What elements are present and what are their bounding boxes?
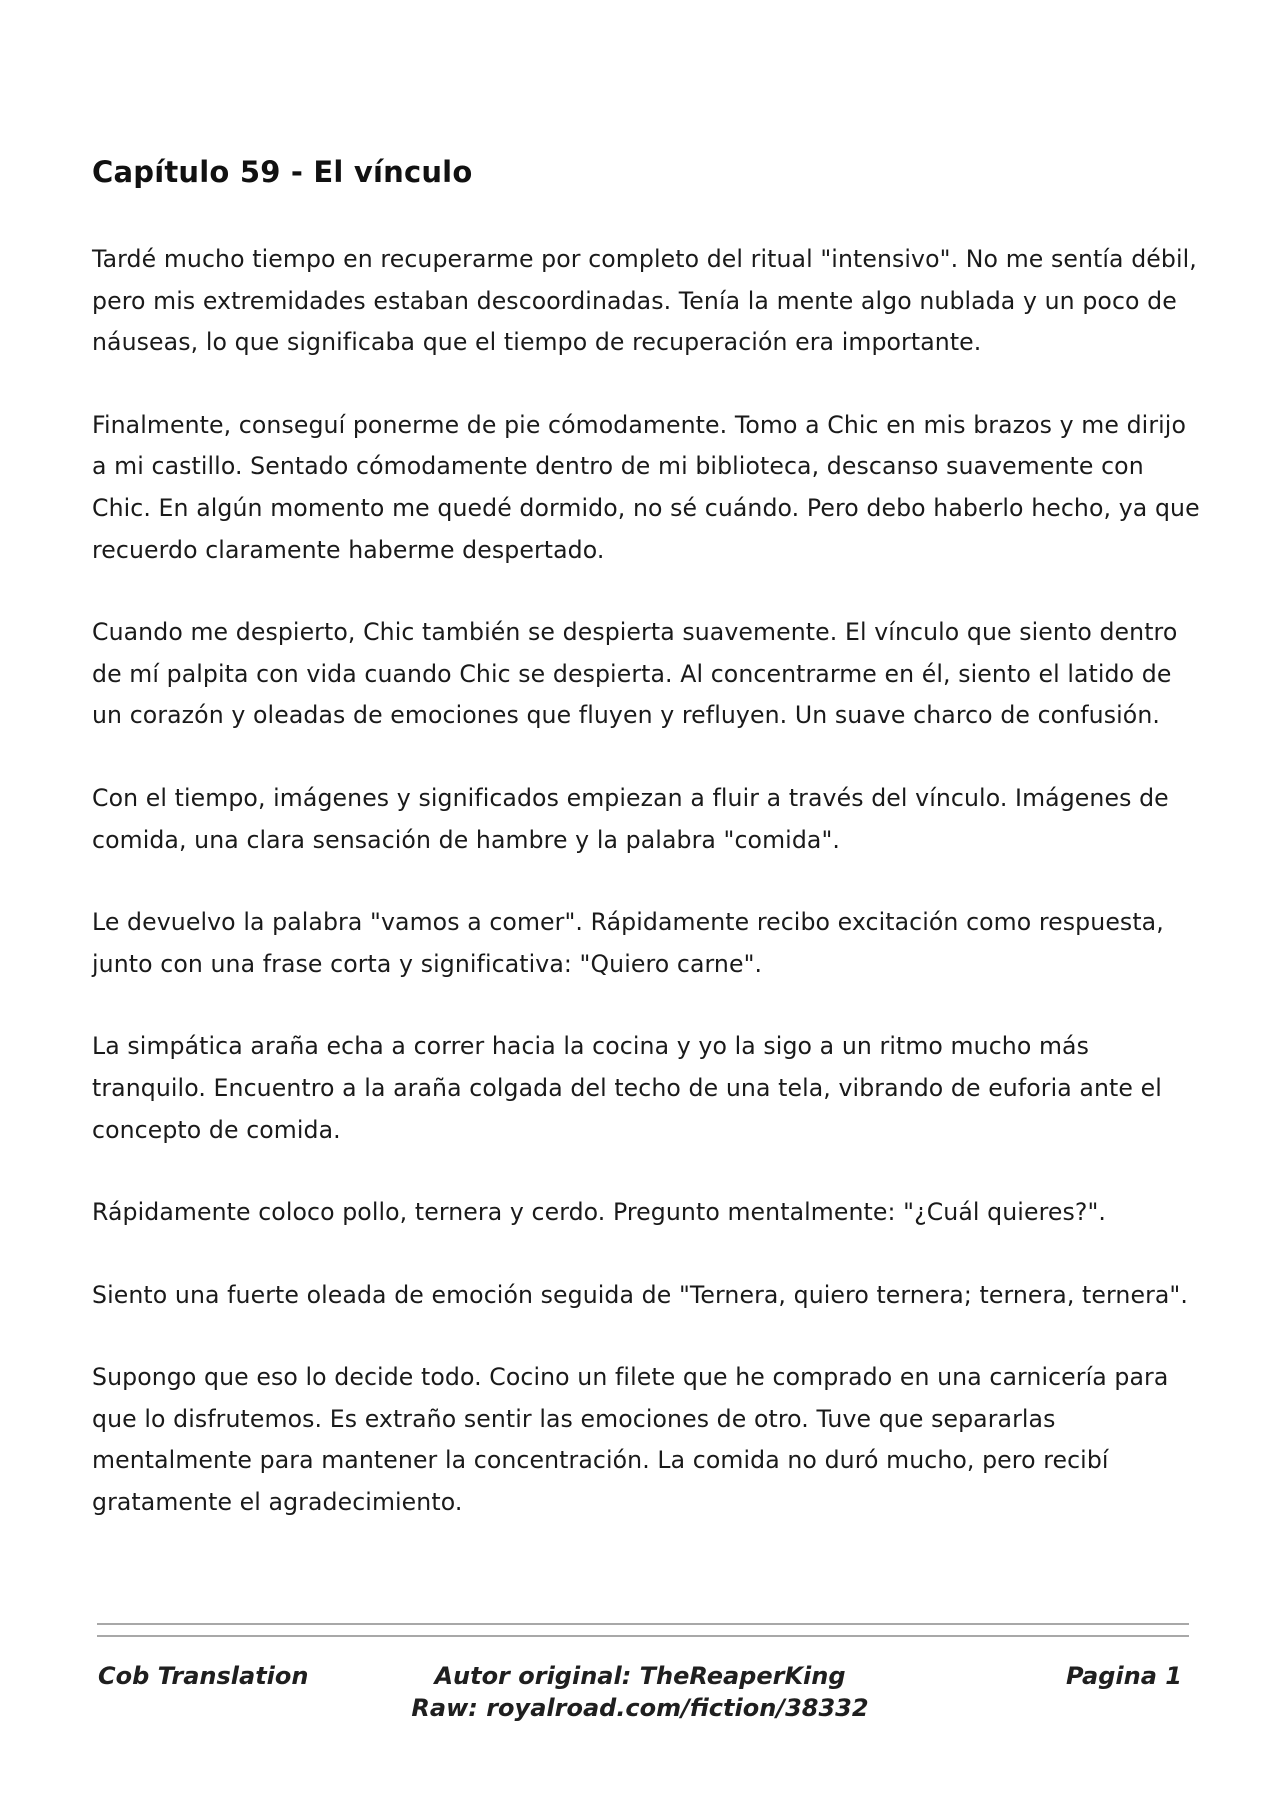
chapter-body <box>92 239 1202 1565</box>
footer-raw-source: Raw: royalroad.com/fiction/38332 <box>411 1694 869 1722</box>
paragraph: Tardé mucho tiempo en recuperarme por completo del ritual "intensivo". No me sentía débil, pero mis extremidades estaban descoordinadas. Tenía la mente algo nublada y un poco de náuseas, lo que significaba que el tiempo de recuperación era importante. <box>92 245 1197 357</box>
paragraph: Le devuelvo la palabra "vamos a comer". Rápidamente recibo excitación como respuesta, junto con una frase corta y significativa: "Quiero carne". <box>92 908 1164 978</box>
paragraph: Siento una fuerte oleada de emoción seguida de "Ternera, quiero ternera; ternera, ternera". <box>92 1280 1188 1309</box>
paragraph: Con el tiempo, imágenes y significados empiezan a fluir a través del vínculo. Imágenes de comida, una clara sensación de hambre y la palabra "comida". <box>92 783 1169 854</box>
paragraph: Rápidamente coloco pollo, ternera y cerdo. Pregunto mentalmente: "¿Cuál quieres?". <box>92 1198 1107 1227</box>
footer-divider-bottom <box>97 1635 1189 1637</box>
footer-credits <box>380 1660 900 1724</box>
footer-page-number: Pagina 1 <box>1066 1662 1182 1690</box>
footer-original-author: Autor original: TheReaperKing <box>434 1662 846 1690</box>
footer-translator: Cob Translation <box>98 1662 309 1690</box>
paragraph: Cuando me despierto, Chic también se despierta suavemente. El vínculo que siento dentro de mí palpita con vida cuando Chic se despierta. Al concentrarme en él, siento el latido de un corazón y oleadas de emociones que fluyen y refluyen. Un suave charco de confusión. <box>92 618 1178 730</box>
paragraph: Supongo que eso lo decide todo. Cocino un filete que he comprado en una carnicería para que lo disfrutemos. Es extraño sentir las emociones de otro. Tuve que separarlas mentalmente para mantener la concentración. La comida no duró mucho, pero recibí gratamente el agradecimiento. <box>92 1363 1169 1517</box>
paragraph: Finalmente, conseguí ponerme de pie cómodamente. Tomo a Chic en mis brazos y me dirijo a mi castillo. Sentado cómodamente dentro de mi biblioteca, descanso suavemente con Chic. En algún momento me quedé dormido, no sé cuándo. Pero debo haberlo hecho, ya que recuerdo claramente haberme despertado. <box>92 410 1200 564</box>
footer-divider-top <box>97 1623 1189 1625</box>
paragraph: La simpática araña echa a correr hacia la cocina y yo la sigo a un ritmo mucho más tranquilo. Encuentro a la araña colgada del techo de una tela, vibrando de euforia ante el concepto de comida. <box>92 1032 1162 1144</box>
chapter-title: Capítulo 59 - El vínculo <box>92 155 473 189</box>
